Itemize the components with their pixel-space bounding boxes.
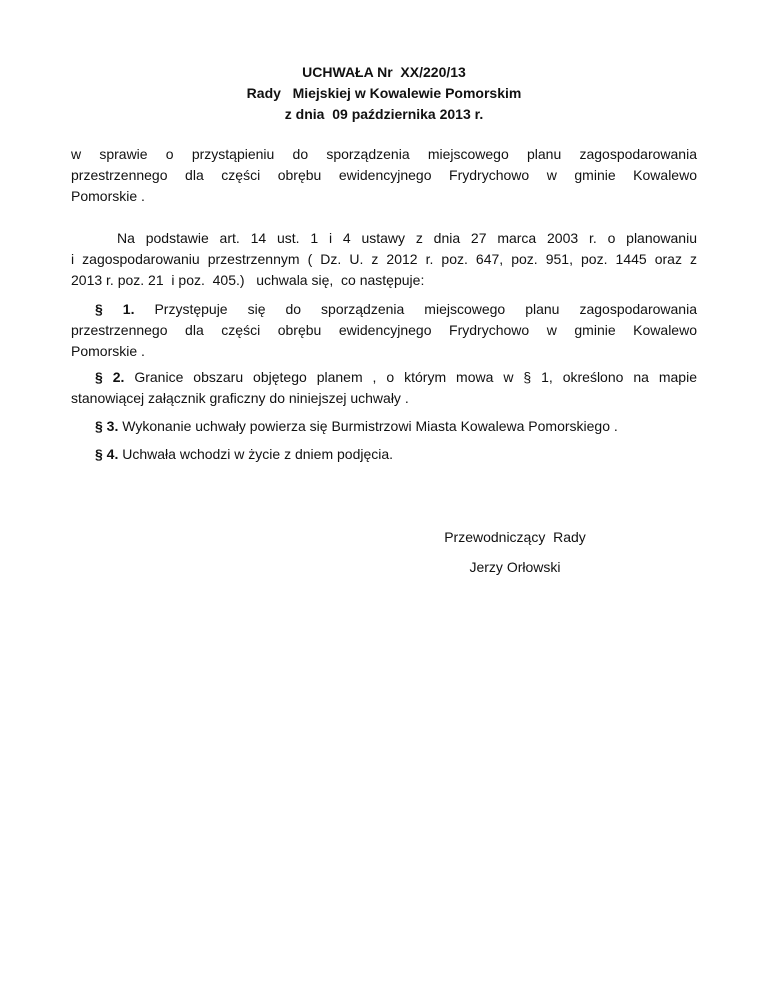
title-council-name: Rady Miejskiej w Kowalewie Pomorskim (246, 85, 522, 101)
subject-line-3: Pomorskie . (71, 188, 145, 204)
signature-role: Przewodniczący Rady (444, 529, 586, 545)
section-1-line-1 (71, 299, 697, 320)
section-1-text: Przystępuje się do sporządzenia miejscowego planu zagospodarowania (134, 301, 697, 317)
section-2-number: § 2. (95, 369, 125, 385)
title-date: z dnia 09 października 2013 r. (284, 106, 484, 122)
section-2-line-1 (71, 367, 697, 388)
section-1 (71, 299, 697, 362)
section-3-number: § 3. (95, 418, 119, 434)
section-1-line-2: przestrzennego dla części obrębu ewidencyjnego Frydrychowo w gminie Kowalewo (71, 322, 697, 338)
section-4-number: § 4. (95, 446, 119, 462)
subject-line-2: przestrzennego dla części obrębu ewidencyjnego Frydrychowo w gminie Kowalewo (71, 167, 697, 183)
legal-basis-line-1: Na podstawie art. 14 ust. 1 i 4 ustawy z dnia 27 marca 2003 r. o planowaniu (117, 230, 697, 246)
section-4 (71, 444, 697, 465)
section-3-text: Wykonanie uchwały powierza się Burmistrzowi Miasta Kowalewa Pomorskiego . (118, 418, 618, 434)
legal-basis-line-2: i zagospodarowaniu przestrzennym ( Dz. U. z 2012 r. poz. 647, poz. 951, poz. 1445 oraz z (71, 251, 697, 267)
signature-name: Jerzy Orłowski (469, 559, 561, 575)
document-title (71, 62, 697, 125)
section-4-text: Uchwała wchodzi w życie z dniem podjęcia. (118, 446, 394, 462)
subject-paragraph (71, 144, 697, 207)
section-1-number: § 1. (95, 301, 135, 317)
section-3-line-1 (71, 416, 697, 437)
section-1-line-3: Pomorskie . (71, 343, 145, 359)
title-resolution-number: UCHWAŁA Nr XX/220/13 (302, 64, 466, 80)
section-3 (71, 416, 697, 437)
legal-basis-line-3: 2013 r. poz. 21 i poz. 405.) uchwala się, co następuje: (71, 272, 425, 288)
signature-block (380, 527, 650, 578)
section-2 (71, 367, 697, 409)
subject-line-1: w sprawie o przystąpieniu do sporządzenia miejscowego planu zagospodarowania (71, 146, 697, 162)
legal-basis-paragraph (71, 228, 697, 291)
section-2-line-2: stanowiącej załącznik graficzny do niniejszej uchwały . (71, 390, 409, 406)
section-4-line-1 (71, 444, 697, 465)
section-2-text: Granice obszaru objętego planem , o którym mowa w § 1, określono na mapie (124, 369, 697, 385)
